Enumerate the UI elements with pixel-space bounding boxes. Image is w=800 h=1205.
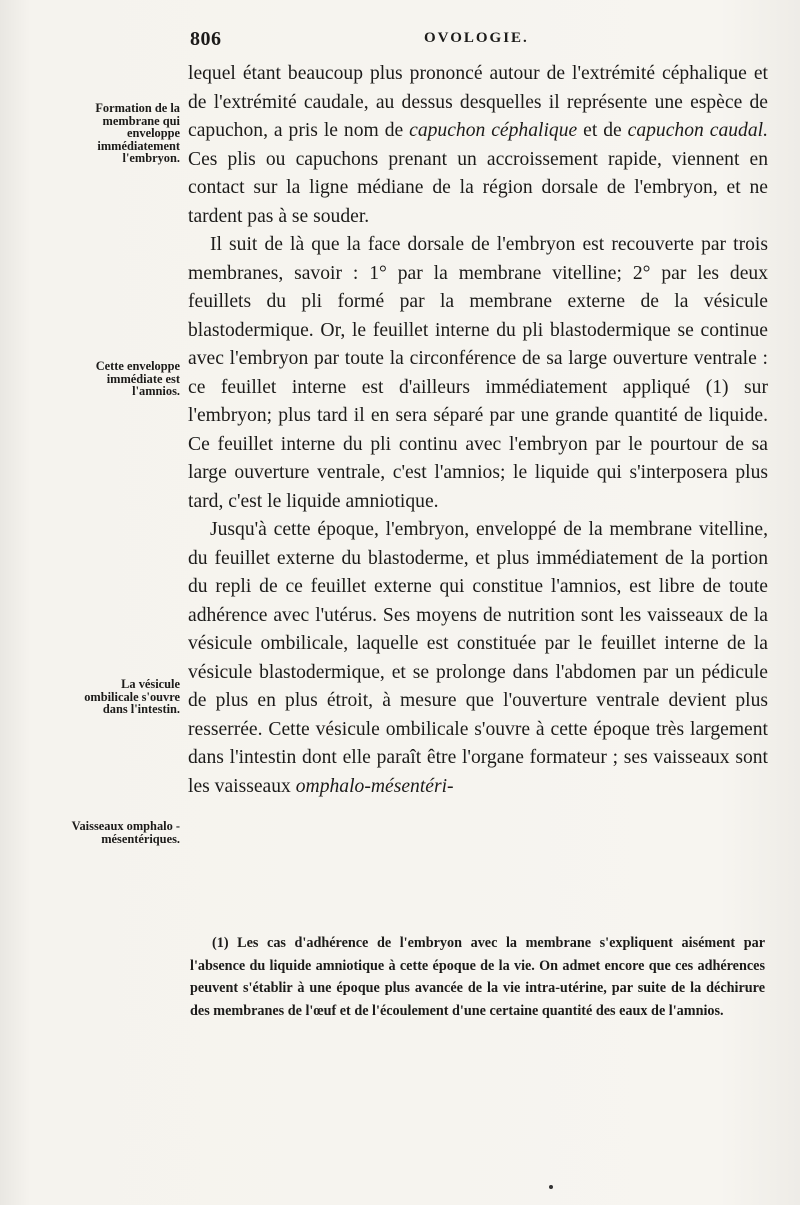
page-number: 806 (190, 28, 222, 50)
paragraph-3: Jusqu'à cette époque, l'embryon, enveloppé de la membrane vitelline, du feuillet externe du blastoderme, et plus immédiatement de la portion du repli de ce feuillet externe qui constitue l'amnios, est libre de toute adhérence avec l'utérus. Ses moyens de nutrition sont les vaisseaux de la vésicule ombilicale, laquelle est constituée par le feuillet interne de la vésicule blastodermique, et se prolonge dans l'abdomen par un pédicule de plus en plus étroit, à mesure que l'ouverture ventrale devient plus resserrée. Cette vésicule ombilicale s'ouvre à cette époque très largement dans l'intestin dont elle paraît être l'organe formateur ; ses vaisseaux sont les vaisseaux omphalo-mésentéri- (188, 519, 768, 797)
running-title: OVOLOGIE. (424, 30, 529, 46)
ink-speck (549, 1185, 553, 1189)
footnotes (190, 932, 765, 1022)
page-header (0, 28, 800, 52)
footnote-1: (1) Les cas d'adhérence de l'embryon avec la membrane s'expliquent aisément par l'absence du liquide amniotique à cette époque de la vie. On admet encore que ces adhérences peuvent s'établir à une époque plus avancée de la vie intra-utérine, par suite de la déchirure des membranes de l'œuf et de l'écoulement d'une certaine quantité des eaux de l'amnios. (190, 935, 765, 1019)
margin-note-vaisseaux: Vaisseaux omphalo - mésentériques. (71, 819, 180, 846)
main-text (188, 60, 768, 801)
term-capuchon-cephalique: capuchon céphalique (409, 120, 578, 141)
margin-note-vesicule: La vésicule ombilicale s'ouvre dans l'intestin. (84, 677, 180, 716)
term-capuchon-caudal: capuchon caudal. (627, 120, 768, 141)
paragraph-1: lequel étant beaucoup plus prononcé autour de l'extrémité céphalique et de l'extrémité caudale, au dessus desquelles il représente une espèce de capuchon, a pris le nom de capuchon céphalique et de capuchon caudal. Ces plis ou capuchons prenant un accroissement rapide, viennent en contact sur la ligne médiane de la région dorsale de l'embryon, et ne tardent pas à se souder. (188, 63, 768, 227)
margin-note-amnios: Cette enveloppe immédiate est l'amnios. (95, 359, 180, 398)
margin-note-formation: Formation de la membrane qui enveloppe immédiatement l'embryon. (95, 101, 180, 165)
term-omphalo-mesenteriques: omphalo-mésentéri- (295, 775, 454, 797)
paragraph-2: Il suit de là que la face dorsale de l'embryon est recouverte par trois membranes, savoir : 1° par la membrane vitelline; 2° par les deux feuillets du pli formé par la membrane externe de la vésicule blastodermique. Or, le feuillet interne du pli blastodermique se continue avec l'embryon par toute la circonférence de sa large ouverture ventrale : ce feuillet interne est d'ailleurs immédiatement appliqué (1) sur l'embryon; plus tard il en sera séparé par une grande quantité de liquide. Ce feuillet interne du pli continu avec l'embryon par le pourtour de sa large ouverture ventrale, c'est l'amnios; le liquide qui s'interposera plus tard, c'est le liquide amniotique. (188, 234, 768, 512)
